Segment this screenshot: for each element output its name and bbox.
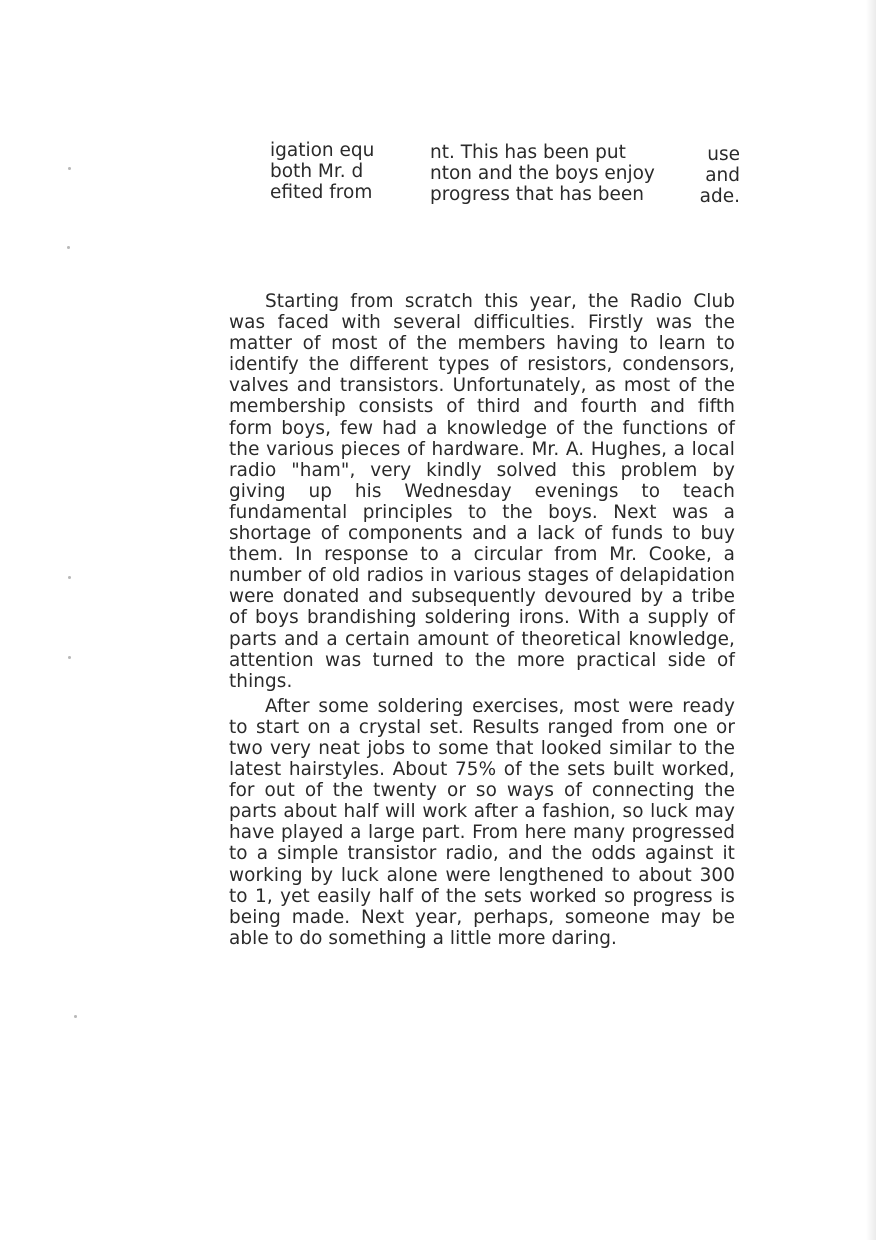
fragment-line: both Mr. d	[270, 161, 364, 182]
article-paragraph: After some soldering exercises, most were ready to start on a crystal set. Results ranged from one or two very neat jobs to some that looked similar to the latest hairstyles. About 75% of the sets built worked, for out of the twenty or so ways of connecting the parts about half will work after a fashion, so luck may have played a large part. From here many progressed to a simple transistor radio, and the odds against it working by luck alone were lengthened to about 300 to 1, yet easily half of the sets worked so progress is being made. Next year, perhaps, someone may be able to do something a little more daring.	[229, 695, 735, 949]
scan-speck	[68, 167, 71, 170]
fragment-line: nt. This has been put	[430, 142, 626, 163]
fragment-line: progress that has been	[430, 184, 645, 205]
scan-speck	[68, 656, 71, 659]
radio-club-article	[229, 291, 735, 949]
scan-speck	[68, 576, 71, 579]
fragment-column-middle	[430, 142, 675, 205]
fragment-line: nton and the boys enjoy	[430, 163, 655, 184]
scan-speck	[74, 1015, 77, 1018]
fragment-line: igation equ	[270, 140, 375, 161]
fragment-line: use	[707, 144, 740, 165]
fragment-line: efited from	[270, 182, 373, 203]
fragment-column-right	[695, 144, 740, 207]
scan-speck	[67, 246, 70, 249]
fragment-line: ade.	[699, 186, 740, 207]
fragment-line: and	[705, 165, 740, 186]
fragment-column-left	[270, 140, 388, 203]
article-paragraph: Starting from scratch this year, the Radio Club was faced with several difficulties. Firstly was the matter of most of the members having to learn to identify the different types of resistors, condensors, valves and transistors. Unfortunately, as most of the membership consists of third and fourth and fifth form boys, few had a knowledge of the functions of the various pieces of hardware. Mr. A. Hughes, a local radio "ham", very kindly solved this problem by giving up his Wednesday evenings to teach fundamental principles to the boys. Next was a shortage of components and a lack of funds to buy them. In response to a circular from Mr. Cooke, a number of old radios in various stages of delapidation were donated and subsequently devoured by a tribe of boys brandishing soldering irons. With a supply of parts and a certain amount of theoretical knowledge, attention was turned to the more practical side of things.	[229, 291, 735, 692]
page-edge-shadow	[866, 0, 876, 1240]
